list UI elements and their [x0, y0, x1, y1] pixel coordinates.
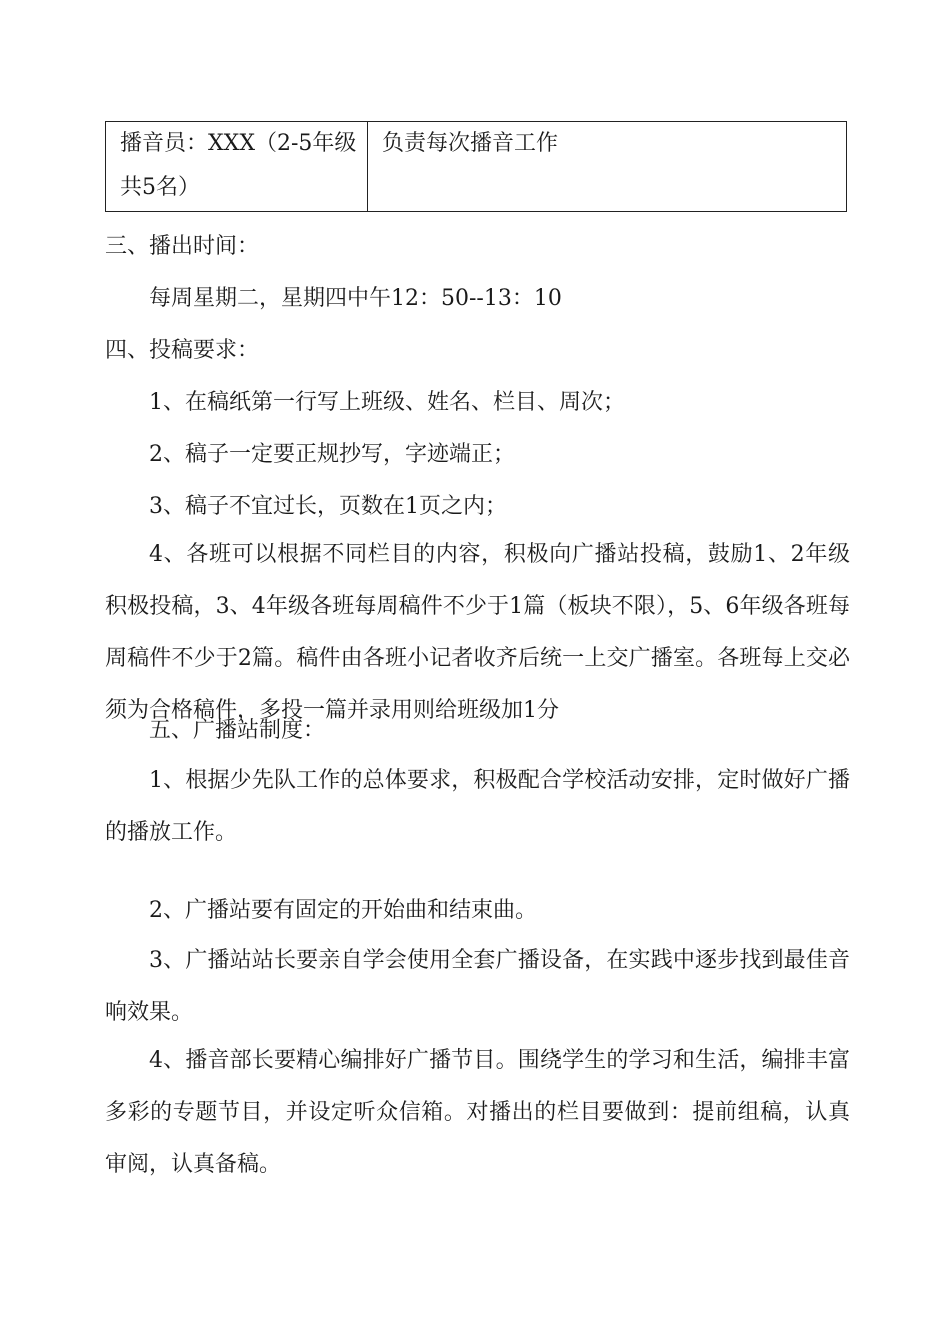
section5-heading: 五、广播站制度：	[149, 718, 326, 743]
section3-heading: 三、播出时间：	[105, 234, 260, 259]
section4-item-3: 3、稿子不宜过长，页数在1页之内；	[149, 494, 507, 519]
section5-item-4: 4、播音部长要精心编排好广播节目。围绕学生的学习和生活，编排丰富多彩的专题节目，并设定听众信箱。对播出的栏目要做到：提前组稿，认真审阅，认真备稿。	[105, 1048, 850, 1177]
section3-body: 每周星期二，星期四中午12：50--13：10	[149, 286, 562, 311]
section4-heading: 四、投稿要求：	[105, 338, 260, 363]
section5-item-1: 1、根据少先队工作的总体要求，积极配合学校活动安排，定时做好广播的播放工作。	[105, 768, 850, 845]
role-cell: 播音员：XXX（2-5年级共5名）	[106, 122, 368, 212]
section4-item-4: 4、各班可以根据不同栏目的内容，积极向广播站投稿，鼓励1、2年级积极投稿，3、4年级各班每周稿件不少于1篇（板块不限），5、6年级各班每周稿件不少于2篇。稿件由各班小记者收齐后统一上交广播室。各班每上交必须为合格稿件，多投一篇并录用则给班级加1分	[105, 542, 850, 723]
section4-item-1: 1、在稿纸第一行写上班级、姓名、栏目、周次；	[149, 390, 625, 415]
section5-item-2: 2、广播站要有固定的开始曲和结束曲。	[149, 898, 537, 923]
section5-item-3: 3、广播站站长要亲自学会使用全套广播设备，在实践中逐步找到最佳音响效果。	[105, 948, 850, 1025]
table-row	[106, 122, 847, 212]
section4-item-2: 2、稿子一定要正规抄写，字迹端正；	[149, 442, 515, 467]
duty-cell: 负责每次播音工作	[368, 122, 847, 212]
role-table	[105, 121, 847, 212]
